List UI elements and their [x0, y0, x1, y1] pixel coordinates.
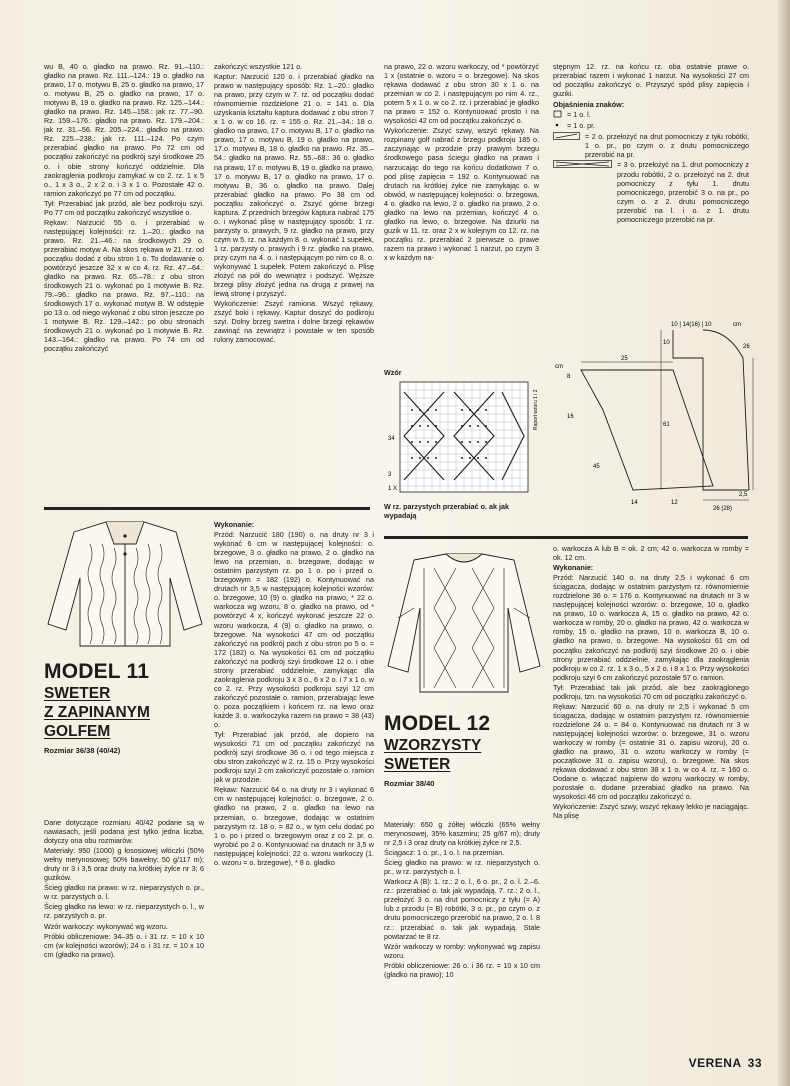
top-col-2	[214, 62, 374, 345]
model-12-sweater-illustration	[384, 548, 544, 696]
model-11-col-2	[214, 520, 374, 868]
schematic-label: 61	[663, 422, 670, 428]
schematic-label: 10 | 14(16) | 10	[671, 322, 712, 328]
paragraph: Wzór warkoczy: wykonywać wg wzoru.	[44, 921, 168, 931]
top-col-1	[44, 62, 204, 355]
paragraph: Tył: Przerabiać jak przód, ale bez podkroju szyi. Po 77 cm od początku zakończyć wszystkie o.	[44, 198, 204, 217]
chart-title: Wzór	[384, 368, 402, 377]
model-subtitle: SWETER	[384, 756, 451, 773]
schematic-label: 16	[567, 414, 574, 420]
paragraph: Przód: Narzucić 180 (190) o. na druty nr 3 i wykonać 6 cm w następującej kolejności: o. brzegowe, 3 o. gładko na prawo, 2 o. gładko na lewo na przemian, o. brzegowe, dodając w ostatnim parzystym rz. po 1 o. po i przed o. brzegowym = 182 (192) o. Kontynuować na drutach nr 3,5 w następującej kolejności wzorów: o. brzegowe, 10 (9) o. gładko na prawo, * 22 o. warkocza wg wzoru, 8 o. gładko na prawo, od * powtórzyć 4 x, kończyć wykonać jeszcze 22 o. wzoru warkocza, 4 (9) o. gładko na prawo, o. brzegowe. Na wysokości 47 cm od początku zakończyć na podkrój pach z obu stron po 5 o. = 172 (182) o. Na wysokości 61 cm od początku zakończyć na podkrój szyi środkowe 12 o. i obie strony przerabiać oddzielnie, zamykając dla zaokrąglenia podkroju 3 x 3 o., 6 x 2 o. i 7 x 1 o. w co 2. rz. Przy wysokości podkroju szyi 12 cm zakończyć pozostałe o. ramion, przerabiając lewe o. poza początkiem i końcem rz. na lewo oraz każde 3. o. warkoczyka razem na prawo = 38 (43) o.	[214, 530, 374, 730]
paragraph: Tył: Przerabiać tak jak przód, ale bez zaokrąglonego podkroju, tzn. na wysokości 70 cm od początku zakończyć o.	[553, 682, 749, 701]
paragraph: Ścieg gładko na lewo: w rz. nieparzystych o. l., w rz. parzystych o. pr.	[44, 902, 204, 921]
paragraph: Przód: Narzucić 140 o. na druty 2,5 i wykonać 6 cm ściągacza, dodając w ostatnim parzystym rz. równomiernie rozdzielone 36 o. = 176 o. Kontynuować na drutach nr 3 w następującej kolejności wzorów: o. brzegowe, 10 o. gładko na prawo, 10 o. warkocza A, 15 o. gładko na prawo, 42 o. warkocza w romby, 20 o. gładko na prawo, 42 o. warkocza w romby, 15 o. gładko na prawo, 10 o. warkocza B, 10 o. gładko na prawo, o. brzegowe. Na wysokości 61 cm od początku zakończyć na podkrój szyi środkowe 20 o. i obie strony przerabiać oddzielnie, zamykając dla zaokrąglenia podkroju w co 2. rz. 1 x 3 o., 5 x 2 o. i 8 x 1 o. Przy wysokości podkroju szyi 6 cm zakończyć pozostałe 57 o. ramion.	[553, 573, 749, 682]
paragraph: Materiały: 650 g żółtej włóczki (65% wełny merynosowej, 35% kaszmiru; 25 g/67 m); druty nr 2,5 i 3 oraz druty na krótkiej żyłce nr 2,5.	[384, 820, 540, 848]
model-11-col-1	[44, 818, 204, 960]
knit-symbol-icon	[553, 121, 563, 131]
model-11-heading	[44, 660, 209, 755]
cross-3-symbol-icon	[553, 160, 613, 170]
legend-row-cross2	[553, 132, 749, 159]
magazine-brand: VERENA	[688, 1056, 742, 1070]
chart-caption: W rz. parzystych przerabiać o. ak jak wypadają	[384, 502, 510, 520]
paragraph: Wzór warkoczy w romby: wykonywać wg zapisu wzoru.	[384, 941, 540, 960]
model-12-col-2	[553, 544, 749, 821]
paragraph: Rękaw: Narzucić 64 o. na druty nr 3 i wykonać 6 cm w następującej kolejności: o. brzegowe, 2 o. gładko na prawo, 2 o. gładko na lewo na przemian, o. brzegowe, dodając w ostatnim parzystym rz. 18 o. = 82 o., w tym celu dodać po 1 o. po i przed o. brzegowym oraz z co 2. pr. o. wyrobić po 2 o. Kontynuować na drutach nr 3,5 w następującej kolejności: 22 o. wzoru warkoczy (1. o. wzoru = o. brzegowe), * 8 o. gładko	[214, 785, 374, 867]
schematic-label: cm	[733, 322, 741, 328]
chart-repeat-label: Raport wzoru 1 i 2	[533, 389, 539, 430]
model-subtitle: Z ZAPINANYM	[44, 704, 150, 721]
schematic-label: 45	[593, 464, 600, 470]
section-rule	[44, 507, 370, 510]
schematic-label: cm	[555, 364, 563, 370]
paragraph: Warkocz A (B): 1. rz.: 2 o. l., 6 o. pr., 2 o. l. 2.–6. rz.: przerabiać o. tak jak wypadają. 7. rz.: 2 o. l., przełożyć 3 o. na drut pomocniczy z tyłu (= A) lub z przodu (= B) robótki, 3 o. pr., po czym o. z drutu pomocniczego przerobić na prawo, 2 o. l. 8 rz.: przerabiać o. tak jak wypadają. Stale powtarzać te 8 rz.	[384, 877, 540, 941]
top-col-4	[553, 62, 749, 225]
paragraph: Tył: Przerabiać jak przód, ale dopiero na wysokości 71 cm od początku zakończyć na podkrój szyi środkowe 36 o. i od tego miejsca z obu stron zakończyć w 2. rz. 15 o. Przy wysokości podkroju szyi 2 cm zakończyć pozostałe o. ramion jak w przodzie.	[214, 730, 374, 785]
legend-row-purl	[553, 110, 749, 120]
legend-row-cross3	[553, 160, 749, 223]
paragraph: wu B, 40 o. gładko na prawo. Rz. 91.–110.: gładko na prawo. Rz. 111.–124.: 19 o. gładko na prawo, 17 o. motywu B, 25 o. gładko na prawo, 17 o. motywu B, 25 o. gładko na prawo, 17 o. motywu B, 19 o. gładko na prawo. Rz. 125.–144.: gładko na prawo. Rz. 145.–158.: jak rz. 77.–90. Rz. 159.–176.: gładko na prawo. Rz. 179.–204.: jak rz. 31.–56. Rz. 205.–224.: gładko na prawo. Rz. 225.–238.: jak rz. 111.–124. Po czym przerabiać gładko na prawo. Po 72 cm od początku zakończyć na podkrój szyi środkowe 25 o. i obie strony kończyć oddzielnie. Dla zaokrąglenia podkroju zamykać w co 2. rz. 1 x 5 o., 1 x 3 o., 2 x 2 o. i 3 x 1 o. Pozostałe 42 o. ramion zakończyć po 77 cm od początku.	[44, 62, 204, 198]
chart-row-label: 3	[388, 472, 392, 478]
paragraph: Dane dotyczące rozmiaru 40/42 podane są w nawiasach, jeśli podana jest tylko jedna liczba, dotyczy ona obu rozmiarów.	[44, 818, 204, 846]
paragraph: na prawo, 22 o. wzoru warkoczy, od * powtórzyć 1 x (ostatnie o. wzoru = o. brzegowe). Na skos rękawa dodawać z obu stron 30 x 1 o. na przemian w co 2. i następującym po nim 4. rz., potem 5 x 1 o. w co 2. rz. i przerabiać je gładko na prawo = 152 o. Kontynuować prosto i na wysokości 42 cm od początku zakończyć o.	[384, 62, 539, 126]
chart-row-label: 34	[388, 436, 395, 442]
model-number: MODEL 12	[384, 712, 491, 735]
paragraph: Wykończenie: Zszyć szwy, wszyć rękawy. Na rozpinany golf nabrać z brzegu podkroju 185 o. zaczynając w przodzie przy prawym brzegu środkowego pasa ściegu gładko na prawo i narzucając do tego na końcu dodatkowo 7 o. pod plisę zapięcia = 192 o. Kontynuować na drutach na krótkiej żyłce nie zamykając o. w obwód, w następującej kolejności: o. brzegowa, 4 o. gładko na lewo, 2 o. gładko na prawo, 2 o. gładko na lewo na przemian, kończyć 4 o. gładko na lewo, o. brzegowe. Na dziurki na guzik w 11. rz. oraz 2 x w kolejnym co 12. rz. na początku rz. przerabiać 2 pierwsze o. prawe razem na prawo i wykonać 1 narzut, po czym 3 x w każdym na-	[384, 126, 539, 262]
legend-text: = 3 o. przełożyć na 1. drut pomocniczy z przodu robótki, 2 o. przełożyć na 2. drut pomocniczy z tyłu 1. drutu pomocniczego, przerobić 3 o. na pr., po czym o. z 2. drutu pomocniczego przerobić na l. i o. z 1. drutu pomocniczego przerobić na pr.	[617, 160, 749, 224]
legend-text: = 1 o. pr.	[567, 121, 596, 131]
paragraph: Rękaw: Narzucić 60 o. na druty nr 2,5 i wykonać 5 cm ściągacza, dodając w ostatnim parzystym rz. równomiernie rozdzielone 24 o. = 84 o. Kontynuować na drutach nr 3 w następującej kolejności wzorów: o. brzegowe, 31 o. wzoru warkoczy w romby (= ostatnie 31 o. zapisu wzoru), 20 o. gładko na prawo, 31 o. wzoru warkoczy w romby (= początkowe 31 o. zapisu wzoru), o. brzegowe. Na skos rękawa dodawać z obu stron 38 x 1 o. w co 4. rz. = 160 o. Dodane o. włączać najpierw do wzoru warkoczy w romby, pozostałe o. dodane przerabiać gładko na prawo. Na wysokości 46 cm od początku zakończyć o.	[553, 701, 749, 802]
pattern-chart	[384, 368, 544, 528]
paragraph: Rękaw: Narzucić 55 o. i przerabiać w następującej kolejności: rz. 1.–20.: gładko na prawo. Rz. 21.–46.: na środkowych 29 o. przerabiać motyw A. Na skos rękawa w 21. rz. od początku dodać z obu stron 1 o. To dodawanie o. powtórzyć jeszcze 32 x w co 4. rz. Rz. 47.–64.: gładko na prawo. Rz. 65.–78.: z obu stron środkowych 21 o. wykonać po 1 motywie B. Rz. 79.–96.: gładko na prawo. Rz. 97.–110.: na środkowych 17 o. wykonać motyw B. W odstępie po 13 o. od niego wykonać z obu stron jeszcze po 1 motywie B. Rz. 129.–142.: po obu stronach środkowych 21 o. wykonać po 1 motywie B. Rz. 143.–164.: gładko na prawo. Po 74 cm od początku zakończyć	[44, 217, 204, 354]
top-col-3	[384, 62, 539, 263]
legend-title: Objaśnienia znaków:	[553, 100, 625, 110]
paragraph: Wykonanie:	[214, 520, 255, 529]
chart-row-label: 1 X	[388, 486, 398, 492]
schematic-label: 26 (28)	[713, 506, 733, 512]
purl-symbol-icon	[553, 110, 563, 120]
legend-row-knit	[553, 121, 749, 131]
cross-2-symbol-icon	[553, 132, 581, 142]
paragraph: o. warkocza A lub B = ok. 2 cm; 42 o. warkocza w romby = ok. 12 cm.	[553, 544, 749, 563]
model-number: MODEL 11	[44, 660, 150, 683]
paragraph: Wykończenie: Zszyć szwy, wszyć rękawy lekko je naciągając. Na plisę	[553, 802, 749, 821]
section-rule	[384, 536, 748, 539]
model-size: Rozmiar 36/38 (40/42)	[44, 746, 121, 755]
paragraph: Ścieg gładko na prawo: w rz. nieparzystych o. pr., w rz. parzystych o. l.	[384, 858, 540, 877]
paragraph: Kaptur: Narzucić 120 o. i przerabiać gładko na prawo w następujący sposób: Rz. 1.–20.: gładko na prawo, przy czym w 7. rz. od początku dodać równomiernie rozdzielone 21 o. = 141 o. Dla uzyskania kształtu kaptura dodawać z obu stron 7 x 1 o. w co 16. rz. = 155 o. Rz. 21.–34.: 18 o. gładko na prawo, 17 o. motywu B, 17 o. gładko na prawo, 17 o. motywu B, 19 o. gładko na prawo, 17.o. motywu B, 18 o. gładko na prawo. Rz. 35.–54.: gładko na prawo. Rz. 55.–68.: 36 o. gładko na prawo, 17 o. motywu B, 19 o. gładko na prawo, 17 o. motywu B, 17 o. gładko na prawo, 17 o. motywu B, 36 o. gładko na prawo. Dalej przerabiać gładko na prawo. Po 38 cm od początku zakończyć o. Zszyć górne brzegi kaptura. Z przednich brzegów kaptura nabrać 175 o. i wykonać plisę w następujący sposób: 1 rz. parzysty o. prawych, 9 rz. gładko na prawo, przy czym w 5. rz. na każdym 8. o. wykonać 1 supełek, 1 rz. parzysty o. prawych i 9 rz. gładko na prawo, przy czym na 4. o. i następującym po nim co 8. o. wykonywać 1 supełek. Potem zakończyć o. Plisę złożyć na pół do wewnątrz i podszyć. Węższe brzegi plisy złożyć jedna na drugą z prawej na lewą stronę i przyszyć.	[214, 72, 374, 299]
chart-grid-svg	[384, 380, 544, 498]
schematic-svg	[553, 318, 758, 518]
schematic-label: 25	[621, 356, 628, 362]
model-subtitle: WZORZYSTY	[384, 737, 482, 754]
page-number: 33	[747, 1056, 762, 1070]
legend-text: = 1 o. l.	[567, 110, 591, 120]
schematic-label: 10	[663, 340, 670, 346]
model-subtitle: GOLFEM	[44, 723, 111, 740]
schematic-label: 8	[567, 374, 571, 380]
model-12-heading	[384, 712, 544, 788]
paragraph: Ścieg gładko na prawo: w rz. nieparzystych o. pr., w rz. parzystych o. l.	[44, 883, 204, 902]
paragraph: Wykonanie:	[553, 563, 594, 573]
paragraph: Ściągacz: 1 o. pr., 1 o. l. na przemian.	[384, 848, 505, 858]
paragraph: Materiały: 950 (1000) g łososiowej włóczki (50% wełny merynosowej; 50% bawełny; 50 g/117 m); druty nr 3 i 3,5 oraz druty na krótkiej żyłce nr 3; 6 guzików.	[44, 846, 204, 883]
paragraph: Próbki obliczeniowe: 26 o. i 36 rz. = 10 x 10 cm (gładko na prawo); 10	[384, 960, 540, 979]
paragraph: zakończyć wszystkie 121 o.	[214, 62, 303, 71]
garment-schematic	[553, 318, 758, 518]
schematic-label: 26	[743, 344, 750, 350]
page-edge	[778, 0, 790, 1086]
model-subtitle: SWETER	[44, 685, 111, 702]
schematic-label: 2,5	[739, 492, 748, 498]
page-footer	[689, 1056, 762, 1070]
paragraph: Próbki obliczeniowe: 34–35 o. i 31 rz. = 10 x 10 cm (w kolejności wzorów); 24 o. i 31 rz. = 10 x 10 cm (gładko na prawo).	[44, 931, 204, 959]
model-size: Rozmiar 38/40	[384, 779, 435, 788]
paragraph: Wykończenie: Zszyć ramiona. Wszyć rękawy, zszyć boki i rękawy. Kaptur doszyć do podkroju szyi. Dolny brzeg swetra i dolne brzegi rękawów zawinąć na zewnątrz i powstałe w ten sposób rulony zamocować.	[214, 299, 374, 345]
model-11-sweater-illustration	[44, 514, 206, 652]
paragraph: stępnym 12. rz. na końcu rz. oba ostatnie prawe o. przerabiać razem i wykonać 1 narzut. Na wysokości 27 cm od początku zakończyć o. Przyszyć spód plisy zapięcia i guziki.	[553, 62, 749, 99]
schematic-label: 12	[671, 500, 678, 506]
schematic-label: 14	[631, 500, 638, 506]
model-12-col-1	[384, 820, 540, 980]
legend-text: = 2 o. przełożyć na drut pomocniczy z tyłu robótki, 1 o. pr., po czym o. z drutu pomocniczego przerobić na pr.	[585, 132, 749, 160]
